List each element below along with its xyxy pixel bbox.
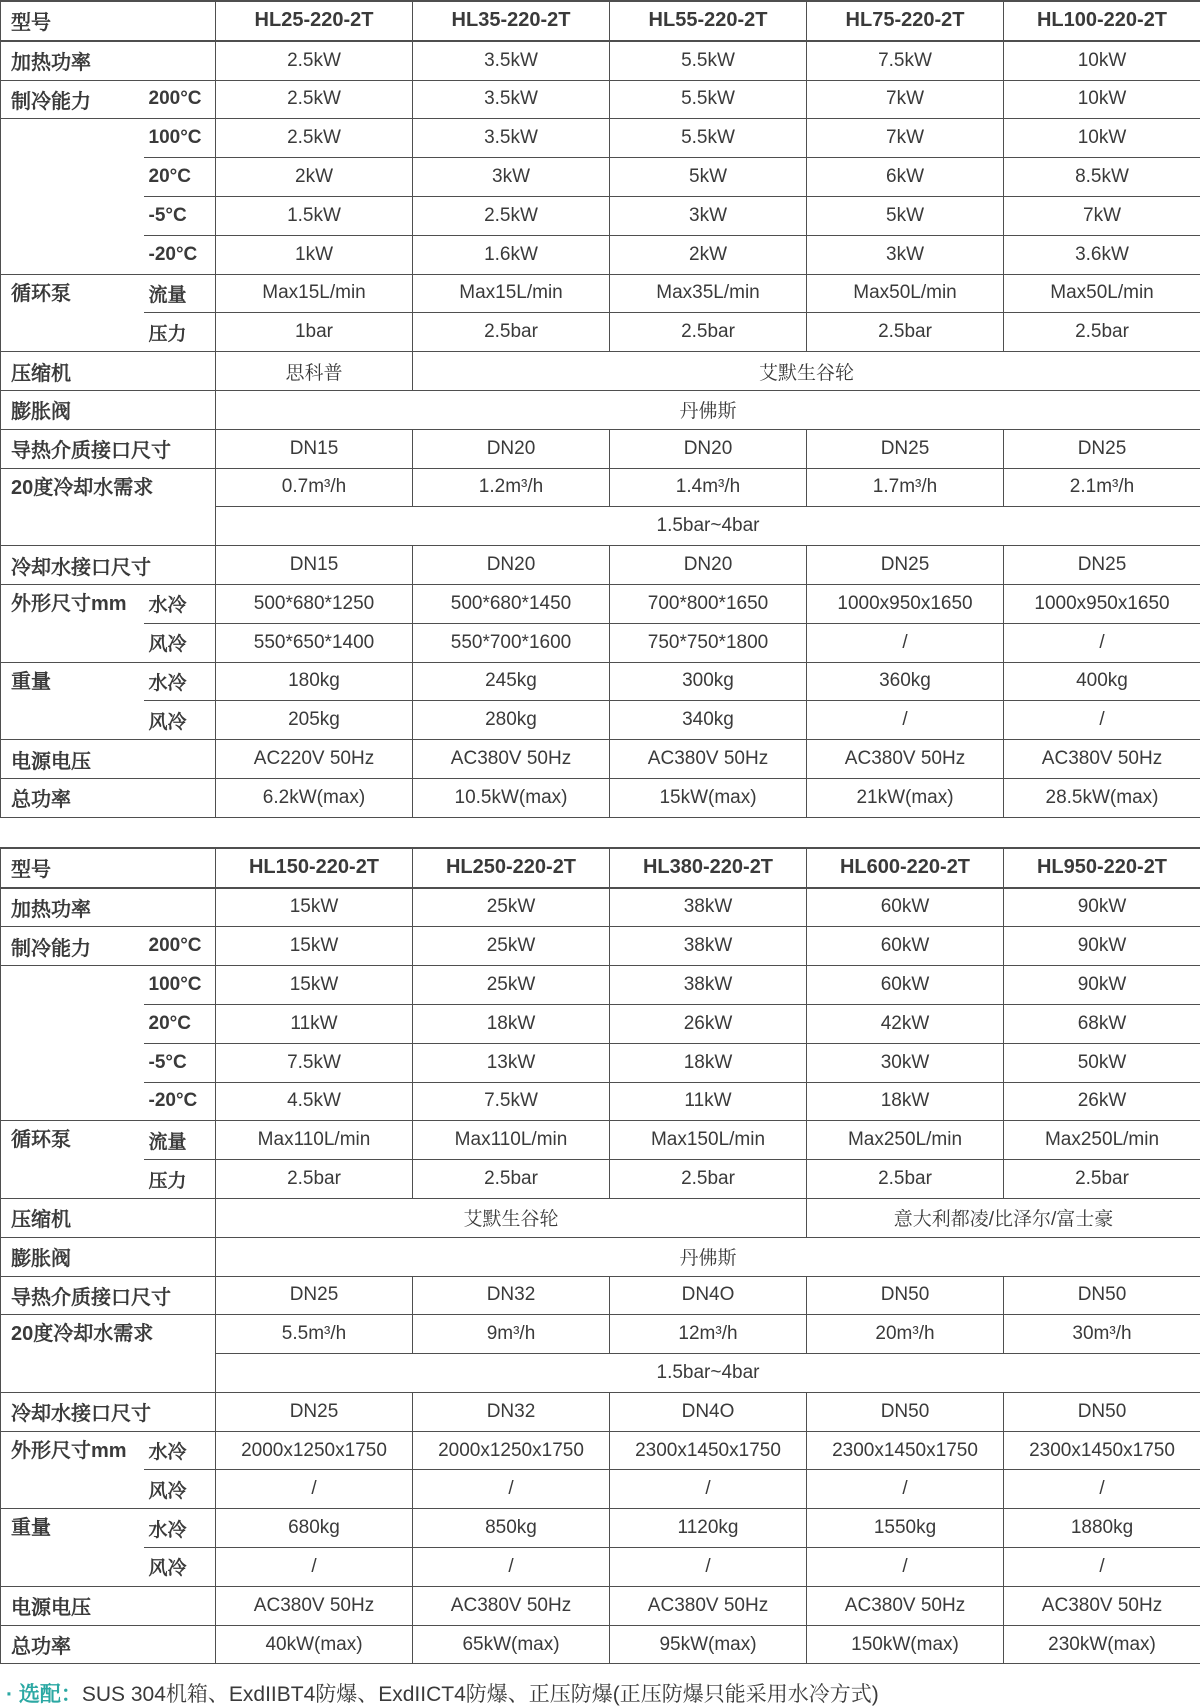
spec-value-cell: DN25 [1004,546,1200,585]
row-label: 电源电压 [1,740,216,779]
spec-value-cell: 25kW [413,888,610,927]
spec-value-cell: 7kW [807,80,1004,119]
row-label: 冷却水接口尺寸 [1,1392,216,1431]
row-label: 重量 [1,1509,144,1587]
spec-value-cell: Max250L/min [807,1121,1004,1160]
spec-value-cell: 1000x950x1650 [1004,584,1200,623]
spec-value-cell: Max110L/min [413,1121,610,1160]
spec-value-cell: 11kW [610,1082,807,1121]
spec-value-cell: 3kW [413,158,610,197]
spec-value-cell: / [807,701,1004,740]
spec-value-cell: 2.5bar [807,313,1004,352]
spec-value-cell: DN15 [216,546,413,585]
spec-value-cell: 6kW [807,158,1004,197]
spec-value-cell: 5.5kW [610,41,807,80]
spec-value-cell: 400kg [1004,662,1200,701]
spec-value-cell: 50kW [1004,1043,1200,1082]
spec-value-cell: 60kW [807,966,1004,1005]
spec-value-cell: 1bar [216,313,413,352]
spec-value-cell: 艾默生谷轮 [413,352,1200,391]
spec-value-cell: 12m³/h [610,1315,807,1354]
spec-value-cell: / [413,1470,610,1509]
spec-value-cell: 180kg [216,662,413,701]
row-sublabel: 风冷 [144,623,216,662]
spec-value-cell: 25kW [413,966,610,1005]
spec-value-cell: 65kW(max) [413,1625,610,1664]
spec-value-cell: 90kW [1004,927,1200,966]
spec-value-cell: 1.2m³/h [413,468,610,507]
spec-value-cell: 10.5kW(max) [413,778,610,817]
row-sublabel: 风冷 [144,701,216,740]
spec-value-cell: 7kW [807,119,1004,158]
row-sublabel: 风冷 [144,1470,216,1509]
spec-value-cell: DN25 [807,546,1004,585]
spec-value-cell: 26kW [610,1004,807,1043]
spec-value-cell: 150kW(max) [807,1625,1004,1664]
spec-value-cell: Max35L/min [610,274,807,313]
spec-value-cell: DN50 [1004,1392,1200,1431]
spec-value-cell: 1.7m³/h [807,468,1004,507]
spec-value-cell: DN20 [610,429,807,468]
row-label: 循环泵 [1,274,144,352]
spec-value-cell: 丹佛斯 [216,390,1200,429]
spec-value-cell: 550*650*1400 [216,623,413,662]
spec-table-2 [0,847,1200,1665]
spec-value-cell: Max110L/min [216,1121,413,1160]
spec-value-cell: 21kW(max) [807,778,1004,817]
spec-value-cell: AC380V 50Hz [413,740,610,779]
row-label: 压缩机 [1,352,216,391]
row-sublabel: 20°C [144,158,216,197]
spec-value-cell: AC380V 50Hz [413,1586,610,1625]
row-label: 电源电压 [1,1586,216,1625]
spec-value-cell: 3.5kW [413,41,610,80]
spec-value-cell: 38kW [610,927,807,966]
model-name-cell: HL100-220-2T [1004,1,1200,41]
spec-value-cell: 思科普 [216,352,413,391]
row-sublabel: -5°C [144,196,216,235]
spec-value-cell: AC380V 50Hz [807,740,1004,779]
spec-value-cell: 30m³/h [1004,1315,1200,1354]
spec-value-cell: AC220V 50Hz [216,740,413,779]
spec-value-cell: DN20 [413,429,610,468]
spec-value-cell: 700*800*1650 [610,584,807,623]
spec-value-cell: 2300x1450x1750 [1004,1431,1200,1470]
spec-value-cell: 360kg [807,662,1004,701]
spec-value-cell: 2.5bar [413,313,610,352]
row-label: 外形尺寸mm [1,1431,144,1509]
spec-value-cell: 42kW [807,1004,1004,1043]
spec-value-cell: 2kW [216,158,413,197]
spec-value-cell: 3.6kW [1004,235,1200,274]
spec-value-cell: 1kW [216,235,413,274]
spec-value-cell: 95kW(max) [610,1625,807,1664]
spec-value-cell: Max150L/min [610,1121,807,1160]
spec-value-cell: Max15L/min [413,274,610,313]
spec-value-cell: / [1004,623,1200,662]
row-label-spacer [1,966,144,1121]
spec-value-cell: 10kW [1004,41,1200,80]
spec-value-cell: 6.2kW(max) [216,778,413,817]
spec-value-cell: 25kW [413,927,610,966]
spec-value-cell: 4.5kW [216,1082,413,1121]
row-label-spacer [1,119,144,274]
spec-value-cell: 2300x1450x1750 [807,1431,1004,1470]
spec-value-cell: 15kW [216,888,413,927]
spec-value-cell: 230kW(max) [1004,1625,1200,1664]
spec-value-cell: 28.5kW(max) [1004,778,1200,817]
spec-value-cell: 2.5bar [1004,1160,1200,1199]
spec-value-cell: 20m³/h [807,1315,1004,1354]
spec-value-cell: / [610,1470,807,1509]
row-sublabel: 水冷 [144,662,216,701]
spec-table-1 [0,0,1200,818]
spec-value-cell: 500*680*1250 [216,584,413,623]
spec-value-cell: 2.1m³/h [1004,468,1200,507]
model-name-cell: HL55-220-2T [610,1,807,41]
model-name-cell: HL35-220-2T [413,1,610,41]
spec-value-cell: DN20 [413,546,610,585]
spec-value-cell: 90kW [1004,966,1200,1005]
row-label: 压缩机 [1,1198,216,1237]
spec-value-cell: 9m³/h [413,1315,610,1354]
row-label: 膨胀阀 [1,1237,216,1276]
spec-value-cell: DN4O [610,1392,807,1431]
row-sublabel: 压力 [144,313,216,352]
spec-value-cell: 2.5bar [413,1160,610,1199]
spec-value-cell: Max250L/min [1004,1121,1200,1160]
spec-value-cell: DN25 [216,1392,413,1431]
row-sublabel: -5°C [144,1043,216,1082]
row-sublabel: 100°C [144,119,216,158]
spec-value-cell: AC380V 50Hz [610,1586,807,1625]
options-note [6,1678,1200,1708]
spec-value-cell: 750*750*1800 [610,623,807,662]
spec-value-cell: 3kW [807,235,1004,274]
spec-value-cell: 500*680*1450 [413,584,610,623]
spec-value-cell: DN50 [1004,1276,1200,1315]
spec-value-cell: 2.5bar [610,1160,807,1199]
spec-value-cell: / [610,1548,807,1587]
row-sublabel: 流量 [144,1121,216,1160]
spec-value-cell: 7kW [1004,196,1200,235]
model-name-cell: HL600-220-2T [807,848,1004,888]
spec-value-cell: 245kg [413,662,610,701]
spec-value-cell: Max15L/min [216,274,413,313]
spec-value-cell: AC380V 50Hz [1004,1586,1200,1625]
spec-value-cell: AC380V 50Hz [610,740,807,779]
spec-value-cell: Max50L/min [807,274,1004,313]
row-sublabel: 100°C [144,966,216,1005]
header-label: 型号 [1,1,216,41]
spec-value-cell: AC380V 50Hz [1004,740,1200,779]
header-label: 型号 [1,848,216,888]
spec-value-cell: 60kW [807,888,1004,927]
spec-value-cell: 1550kg [807,1509,1004,1548]
row-label: 外形尺寸mm [1,584,144,662]
spec-value-cell: 2.5bar [216,1160,413,1199]
model-name-cell: HL75-220-2T [807,1,1004,41]
spec-value-cell: 2.5kW [216,41,413,80]
spec-value-cell: 艾默生谷轮 [216,1198,807,1237]
row-label: 导热介质接口尺寸 [1,1276,216,1315]
spec-value-cell: 2.5bar [610,313,807,352]
spec-value-cell: 68kW [1004,1004,1200,1043]
row-label: 膨胀阀 [1,390,216,429]
spec-value-cell: 11kW [216,1004,413,1043]
spec-value-cell: 5kW [610,158,807,197]
row-sublabel: 水冷 [144,1509,216,1548]
spec-value-cell: 1.4m³/h [610,468,807,507]
spec-value-cell: DN25 [1004,429,1200,468]
row-label: 加热功率 [1,888,216,927]
row-sublabel: 压力 [144,1160,216,1199]
spec-value-cell: 15kW [216,927,413,966]
spec-value-cell: / [1004,1548,1200,1587]
spec-value-cell: 18kW [807,1082,1004,1121]
spec-value-cell: 280kg [413,701,610,740]
model-name-cell: HL250-220-2T [413,848,610,888]
row-sublabel: 流量 [144,274,216,313]
row-label: 20度冷却水需求 [1,468,216,546]
row-label: 导热介质接口尺寸 [1,429,216,468]
spec-value-cell: 7.5kW [807,41,1004,80]
spec-value-cell: 8.5kW [1004,158,1200,197]
row-sublabel: 200°C [144,80,216,119]
spec-value-cell: 5.5m³/h [216,1315,413,1354]
row-sublabel: -20°C [144,235,216,274]
row-sublabel: 20°C [144,1004,216,1043]
spec-value-cell: 1.5bar~4bar [216,1354,1200,1393]
spec-value-cell: / [1004,1470,1200,1509]
spec-value-cell: 15kW [216,966,413,1005]
spec-value-cell: / [216,1548,413,1587]
spec-value-cell: 340kg [610,701,807,740]
spec-value-cell: DN20 [610,546,807,585]
spec-value-cell: Max50L/min [1004,274,1200,313]
spec-value-cell: / [807,623,1004,662]
spec-value-cell: 40kW(max) [216,1625,413,1664]
spec-value-cell: 38kW [610,966,807,1005]
spec-value-cell: DN15 [216,429,413,468]
spec-value-cell: DN32 [413,1392,610,1431]
spec-value-cell: 1120kg [610,1509,807,1548]
spec-value-cell: 2000x1250x1750 [413,1431,610,1470]
row-sublabel: 风冷 [144,1548,216,1587]
row-label: 制冷能力 [1,80,144,119]
spec-value-cell: 1000x950x1650 [807,584,1004,623]
spec-value-cell: 7.5kW [413,1082,610,1121]
row-sublabel: 200°C [144,927,216,966]
spec-value-cell: / [413,1548,610,1587]
spec-value-cell: 60kW [807,927,1004,966]
spec-value-cell: 2.5bar [1004,313,1200,352]
spec-value-cell: 1.5bar~4bar [216,507,1200,546]
spec-value-cell: 1880kg [1004,1509,1200,1548]
spec-value-cell: 意大利都凌/比泽尔/富士豪 [807,1198,1200,1237]
spec-value-cell: / [807,1548,1004,1587]
spec-value-cell: / [807,1470,1004,1509]
row-label: 总功率 [1,1625,216,1664]
spec-value-cell: 13kW [413,1043,610,1082]
row-sublabel: -20°C [144,1082,216,1121]
model-name-cell: HL25-220-2T [216,1,413,41]
spec-value-cell: DN50 [807,1276,1004,1315]
spec-value-cell: 18kW [413,1004,610,1043]
spec-value-cell: 300kg [610,662,807,701]
spec-value-cell: 1.5kW [216,196,413,235]
spec-value-cell: 850kg [413,1509,610,1548]
spec-value-cell: 2.5bar [807,1160,1004,1199]
row-label: 20度冷却水需求 [1,1315,216,1393]
spec-value-cell: 38kW [610,888,807,927]
row-label: 制冷能力 [1,927,144,966]
spec-value-cell: 3kW [610,196,807,235]
spec-value-cell: DN32 [413,1276,610,1315]
spec-value-cell: 15kW(max) [610,778,807,817]
spec-value-cell: 5.5kW [610,80,807,119]
spec-value-cell: 2.5kW [216,119,413,158]
spec-value-cell: DN50 [807,1392,1004,1431]
row-label: 重量 [1,662,144,740]
spec-value-cell: 205kg [216,701,413,740]
row-label: 循环泵 [1,1121,144,1199]
model-name-cell: HL150-220-2T [216,848,413,888]
spec-value-cell: 丹佛斯 [216,1237,1200,1276]
spec-value-cell: 2.5kW [216,80,413,119]
spec-value-cell: 0.7m³/h [216,468,413,507]
model-name-cell: HL380-220-2T [610,848,807,888]
spec-value-cell: 5kW [807,196,1004,235]
spec-value-cell: 1.6kW [413,235,610,274]
spec-value-cell: 26kW [1004,1082,1200,1121]
spec-value-cell: DN4O [610,1276,807,1315]
spec-value-cell: 90kW [1004,888,1200,927]
spec-value-cell: AC380V 50Hz [807,1586,1004,1625]
spec-value-cell: 680kg [216,1509,413,1548]
row-label: 冷却水接口尺寸 [1,546,216,585]
spec-value-cell: DN25 [216,1276,413,1315]
model-name-cell: HL950-220-2T [1004,848,1200,888]
spec-value-cell: 3.5kW [413,80,610,119]
spec-value-cell: 550*700*1600 [413,623,610,662]
spec-value-cell: 5.5kW [610,119,807,158]
row-sublabel: 水冷 [144,584,216,623]
options-note-label: · 选配： [6,1683,82,1706]
row-sublabel: 水冷 [144,1431,216,1470]
spec-value-cell: / [216,1470,413,1509]
spec-value-cell: DN25 [807,429,1004,468]
spec-value-cell: 30kW [807,1043,1004,1082]
spec-value-cell: AC380V 50Hz [216,1586,413,1625]
spec-value-cell: 3.5kW [413,119,610,158]
spec-value-cell: 2kW [610,235,807,274]
spec-value-cell: 10kW [1004,80,1200,119]
spec-value-cell: 2300x1450x1750 [610,1431,807,1470]
spec-value-cell: 7.5kW [216,1043,413,1082]
row-label: 总功率 [1,778,216,817]
options-note-text: SUS 304机箱、ExdIIBT4防爆、ExdIICT4防爆、正压防爆(正压防爆只能采用水冷方式) [82,1683,879,1706]
row-label: 加热功率 [1,41,216,80]
spec-value-cell: / [1004,701,1200,740]
spec-value-cell: 10kW [1004,119,1200,158]
spec-value-cell: 2000x1250x1750 [216,1431,413,1470]
spec-value-cell: 2.5kW [413,196,610,235]
spec-value-cell: 18kW [610,1043,807,1082]
